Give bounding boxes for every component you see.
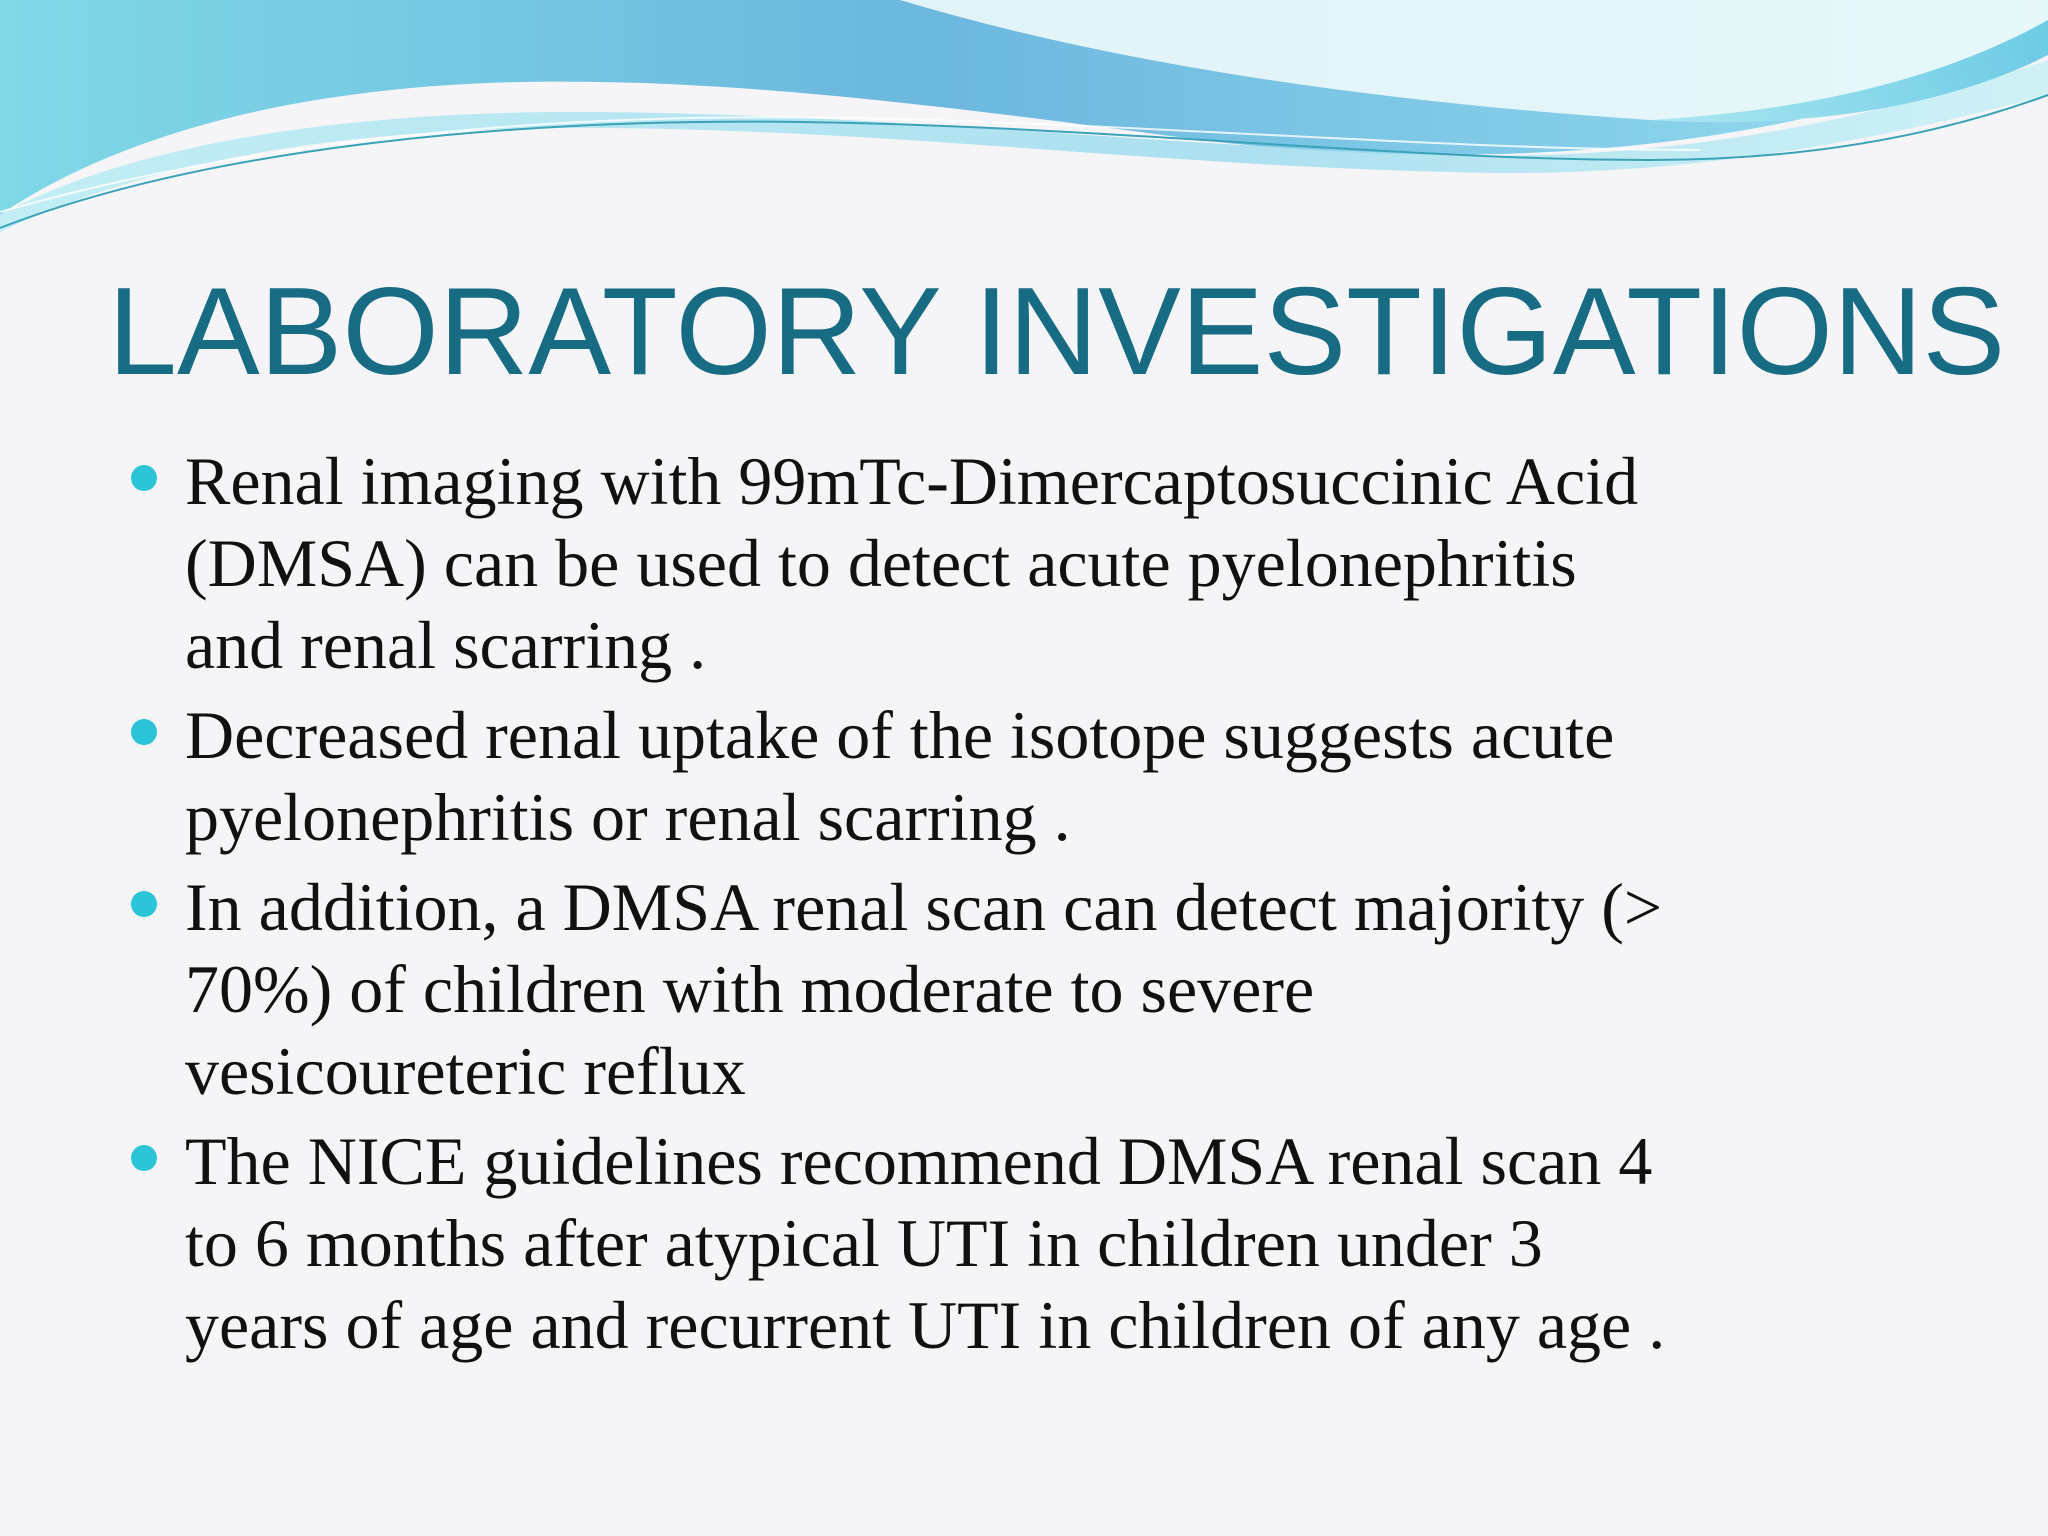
bullet-text: In addition, a DMSA renal scan can detect majority (> 70%) of children with moderate to severe vesicoureteric reflux (185, 869, 1663, 1109)
bullet-item-decreased-uptake (0, 694, 2048, 858)
bullet-dot-icon (131, 1145, 157, 1171)
decorative-wave-header (0, 0, 2048, 240)
bullet-item-reflux-detection (0, 866, 2048, 1112)
bullet-item-dmsa-imaging (0, 440, 2048, 686)
slide-title: LABORATORY INVESTIGATIONS (108, 263, 2006, 401)
bullet-text: Renal imaging with 99mTc-Dimercaptosuccinic Acid (DMSA) can be used to detect acute pyelonephritis and renal scarring . (185, 443, 1639, 683)
bullet-dot-icon (131, 891, 157, 917)
bullet-text: The NICE guidelines recommend DMSA renal scan 4 to 6 months after atypical UTI in children under 3 years of age and recurrent UTI in children of any age . (185, 1123, 1666, 1363)
bullet-list (0, 440, 2048, 1374)
bullet-item-nice-guidelines (0, 1120, 2048, 1366)
bullet-text: Decreased renal uptake of the isotope suggests acute pyelonephritis or renal scarring . (185, 697, 1615, 855)
bullet-dot-icon (131, 719, 157, 745)
bullet-dot-icon (131, 465, 157, 491)
